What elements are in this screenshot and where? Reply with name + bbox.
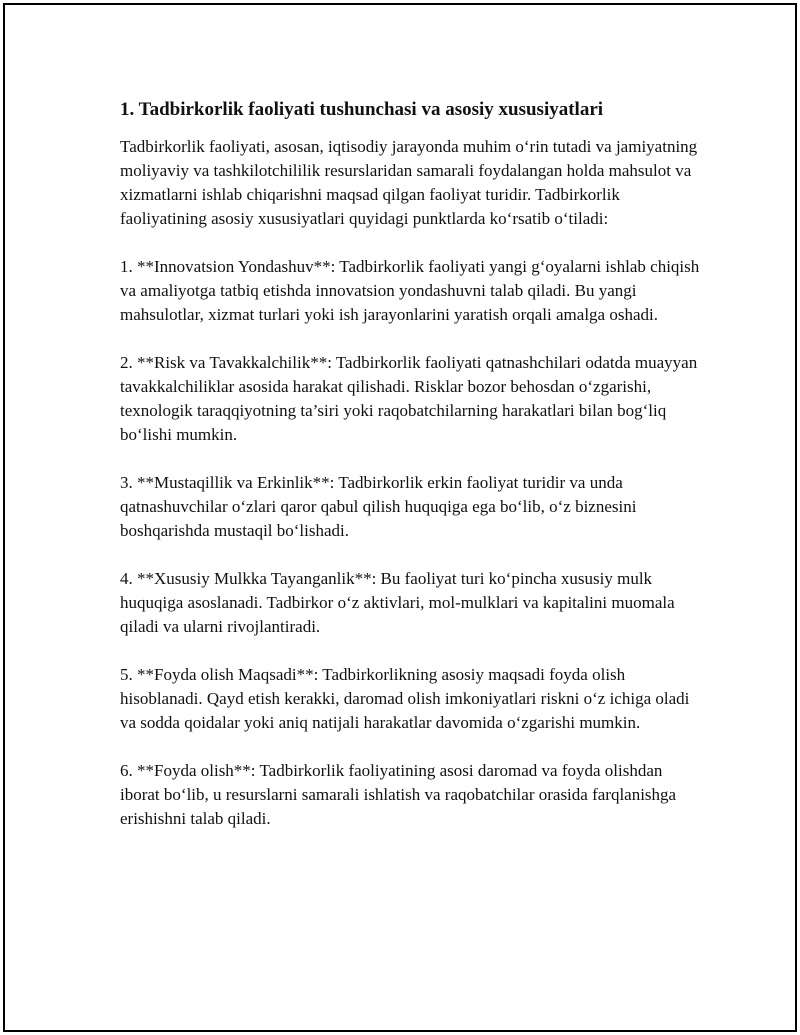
list-item: 1. **Innovatsion Yondashuv**: Tadbirkorlik faoliyati yangi g‘oyalarni ishlab chiqish va amaliyotga tatbiq etishda innovatsion yondashuvni talab qiladi. Bu yangi mahsulotlar, xizmat turlari yoki ish jarayonlarini yaratish orqali amalga oshadi. <box>120 257 700 324</box>
intro-paragraph: Tadbirkorlik faoliyati, asosan, iqtisodiy jarayonda muhim o‘rin tutadi va jamiyatning moliyaviy va tashkilotchililik resurslaridan samarali foydalangan holda mahsulot va xizmatlarni ishlab chiqarishni maqsad qilgan faoliyat turidir. Tadbirkorlik faoliyatining asosiy xususiyatlari quyidagi punktlarda ko‘rsatib o‘tiladi: <box>120 137 698 228</box>
list-item: 5. **Foyda olish Maqsadi**: Tadbirkorlikning asosiy maqsadi foyda olish hisoblanadi. Qayd etish kerakki, daromad olish imkoniyatlari riskni o‘z ichiga oladi va sodda qoidalar yoki aniq natijali harakatlar davomida o‘zgarishi mumkin. <box>120 665 690 732</box>
document-title: 1. Tadbirkorlik faoliyati tushunchasi va asosiy xususiyatlari <box>120 99 604 120</box>
list-item: 6. **Foyda olish**: Tadbirkorlik faoliyatining asosi daromad va foyda olishdan iborat bo‘lib, u resurslarni samarali ishlatish va raqobatchilar orasida farqlanishga erishishni talab qiladi. <box>120 761 677 828</box>
page-frame <box>3 3 797 1032</box>
document-body <box>120 97 700 855</box>
list-item: 3. **Mustaqillik va Erkinlik**: Tadbirkorlik erkin faoliyat turidir va unda qatnashuvchilar o‘zlari qaror qabul qilish huquqiga ega bo‘lib, o‘z biznesini boshqarishda mustaqil bo‘lishadi. <box>120 473 637 540</box>
list-item: 2. **Risk va Tavakkalchilik**: Tadbirkorlik faoliyati qatnashchilari odatda muayyan tavakkalchiliklar asosida harakat qilishadi. Risklar bozor behosdan o‘zgarishi, texnologik taraqqiyotning ta’siri yoki raqobatchilarning harakatlari bilan bog‘liq bo‘lishi mumkin. <box>120 353 698 444</box>
list-item: 4. **Xususiy Mulkka Tayanganlik**: Bu faoliyat turi ko‘pincha xususiy mulk huquqiga asoslanadi. Tadbirkor o‘z aktivlari, mol-mulklari va kapitalini muomala qiladi va ularni rivojlantiradi. <box>120 569 675 636</box>
